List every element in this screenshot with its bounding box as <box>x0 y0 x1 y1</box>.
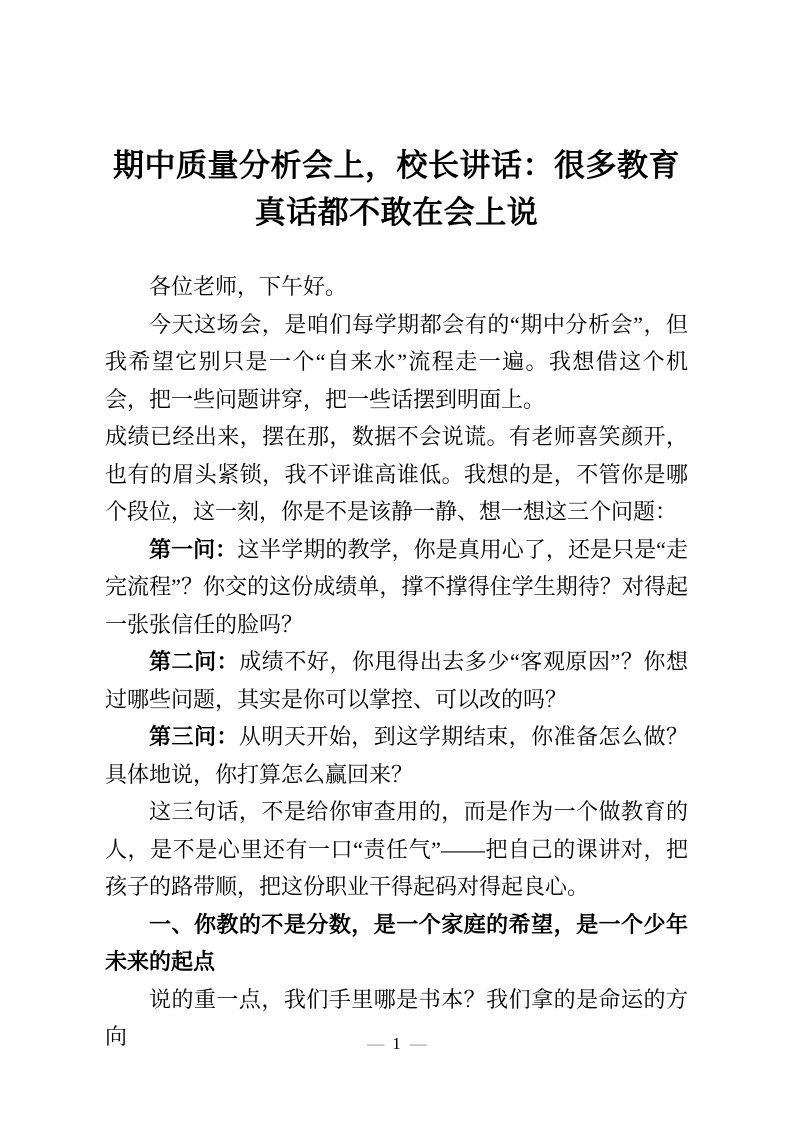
paragraph-question-1 <box>105 531 688 644</box>
page-footer <box>0 1033 793 1055</box>
paragraph-question-3 <box>105 718 688 793</box>
document-title: 期中质量分析会上，校长讲话：很多教育真话都不敢在会上说 <box>113 148 680 230</box>
paragraph-intro: 今天这场会，是咱们每学期都会有的“期中分析会”，但我希望它别只是一个“自来水”流程走一遍。我想借这个机会，把一些问题讲穿，把一些话摆到明面上。 <box>105 311 688 412</box>
footer-left-dash: — <box>367 1034 384 1053</box>
paragraph-section-1-opening: 说的重一点，我们手里哪是书本？我们拿的是命运的方向 <box>105 986 688 1049</box>
paragraph-greeting: 各位老师，下午好。 <box>149 274 348 299</box>
paragraph-question-2 <box>105 643 688 718</box>
paragraph-results: 成绩已经出来，摆在那，数据不会说谎。有老师喜笑颜开，也有的眉头紧锁，我不评谁高谁低。我想的是，不管你是哪个段位，这一刻，你是不是该静一静、想一想这三个问题： <box>105 424 688 524</box>
question-2-text: 成绩不好，你甩得出去多少“客观原因”？你想过哪些问题，其实是你可以掌控、可以改的吗？ <box>105 649 688 712</box>
question-2-lead: 第二问： <box>149 649 240 674</box>
document-body <box>105 268 688 1056</box>
document-content <box>105 142 688 1056</box>
question-3-lead: 第三问： <box>149 724 239 749</box>
paragraph-three-sentences: 这三句话，不是给你审查用的，而是作为一个做教育的人，是不是心里还有一口“责任气”——把自己的课讲对，把孩子的路带顺，把这份职业干得起码对得起良心。 <box>105 799 688 899</box>
question-1-text: 这半学期的教学，你是真用心了，还是只是“走完流程”？你交的这份成绩单，撑不撑得住学生期待？对得起一张张信任的脸吗？ <box>105 536 688 637</box>
page-number: 1 <box>392 1034 401 1053</box>
question-3-text: 从明天开始，到这学期结束，你准备怎么做？具体地说，你打算怎么赢回来？ <box>105 724 688 787</box>
section-heading-1: 一、你教的不是分数，是一个家庭的希望，是一个少年未来的起点 <box>105 911 688 974</box>
footer-right-dash: — <box>409 1034 426 1053</box>
question-1-lead: 第一问： <box>149 536 238 562</box>
